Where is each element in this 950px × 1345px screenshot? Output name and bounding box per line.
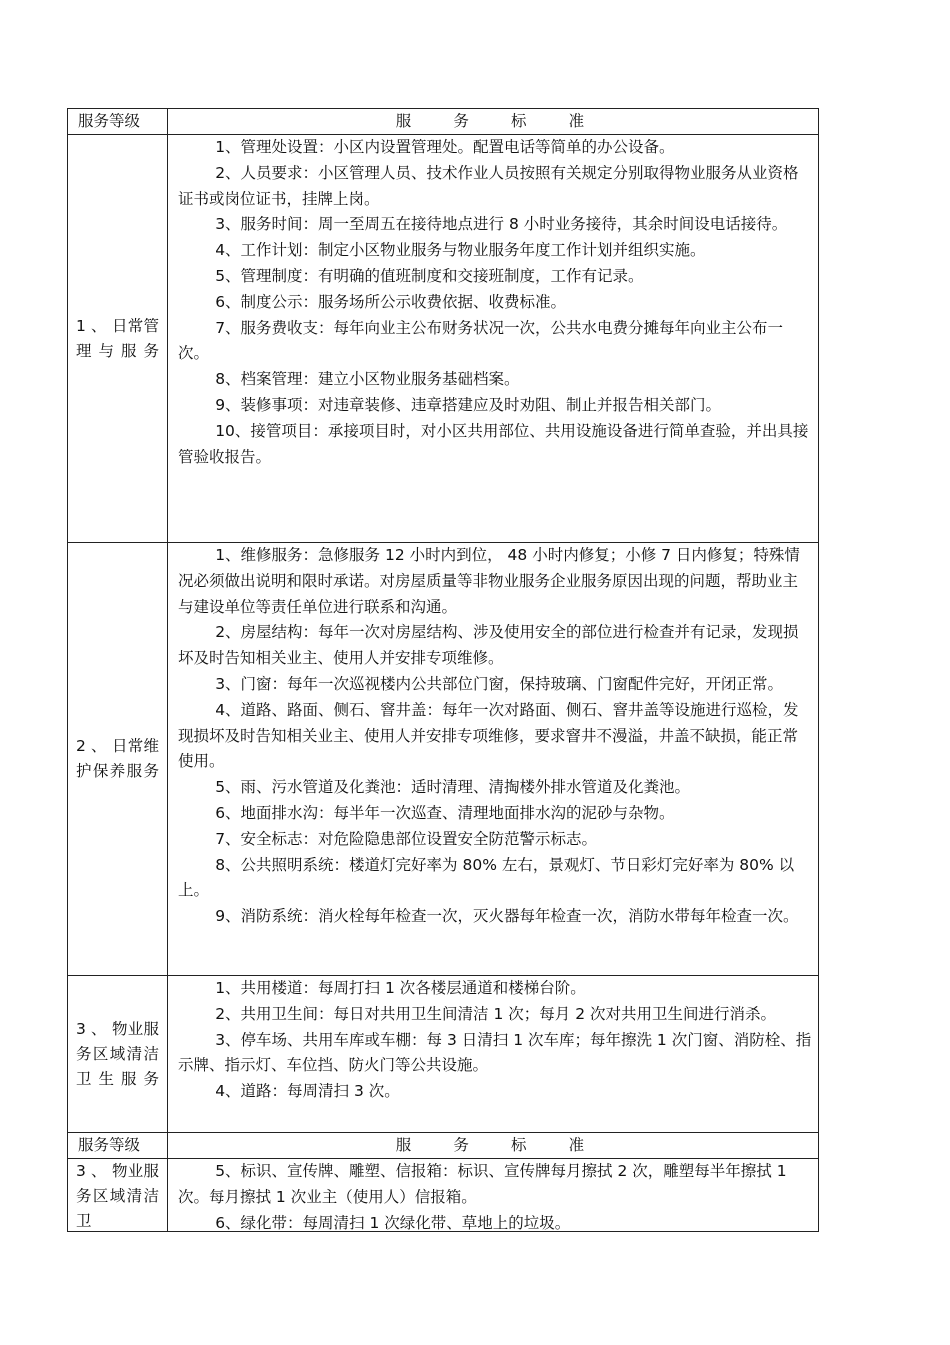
standard-item: 9、装修事项：对违章装修、违章搭建应及时劝阻、制止并报告相关部门。 [215, 395, 722, 414]
standard-item: 8、档案管理：建立小区物业服务基础档案。 [215, 370, 520, 389]
service-standard-table [67, 108, 819, 1232]
header-service-level: 服务等级 [68, 1133, 168, 1158]
standard-item: 1、维修服务：急修服务 12 小时内到位， 48 小时内修复；小修 7 日内修复；特殊情况必须做出说明和限时承诺。对房屋质量等非物业服务企业服务原因出现的问题，帮助业主与建设单位等责任单位进行联系和沟通。 [178, 546, 800, 616]
level-cell [68, 543, 168, 975]
standard-item: 1、管理处设置：小区内设置管理处。配置电话等简单的办公设备。 [215, 138, 675, 156]
level-cell [68, 135, 168, 542]
standard-item: 5、管理制度：有明确的值班制度和交接班制度，工作有记录。 [215, 266, 644, 285]
standard-item: 5、雨、污水管道及化粪池：适时清理、清掏楼外排水管道及化粪池。 [215, 778, 691, 797]
level-cell [68, 976, 168, 1132]
table-row-cleaning-continued [68, 1159, 819, 1232]
level-label: 2 、 日常维护保养服务 [76, 737, 159, 780]
level-label: 3 、 物业服务区域清洁卫 [76, 1162, 159, 1230]
header-service-standard: 服 务 标 准 [168, 109, 819, 134]
standard-cell [168, 543, 819, 975]
standard-item: 8、公共照明系统：楼道灯完好率为 80% 左右，景观灯、节日彩灯完好率为 80% 以上。 [178, 855, 795, 900]
level-label: 3 、 物业服务区域清洁卫生服务 [76, 1019, 159, 1088]
standard-item: 6、绿化带：每周清扫 1 次绿化带、草地上的垃圾。 [215, 1213, 571, 1231]
standard-item: 2、房屋结构：每年一次对房屋结构、涉及使用安全的部位进行检查并有记录，发现损坏及时告知相关业主、使用人并安排专项维修。 [178, 623, 799, 668]
standard-cell [168, 976, 819, 1132]
header-service-standard: 服 务 标 准 [168, 1133, 819, 1158]
standard-cell [168, 135, 819, 542]
standard-item: 2、人员要求：小区管理人员、技术作业人员按照有关规定分别取得物业服务从业资格证书或岗位证书，挂牌上岗。 [178, 163, 799, 208]
standard-item: 6、地面排水沟：每半年一次巡查、清理地面排水沟的泥砂与杂物。 [215, 803, 675, 822]
standard-item: 1、共用楼道：每周打扫 1 次各楼层通道和楼梯台阶。 [215, 979, 586, 997]
standard-item: 3、服务时间：周一至周五在接待地点进行 8 小时业务接待，其余时间设电话接待。 [215, 215, 788, 234]
standard-cell [168, 1159, 819, 1231]
standard-item: 9、消防系统：消火栓每年检查一次，灭火器每年检查一次，消防水带每年检查一次。 [215, 907, 799, 926]
standard-item: 5、标识、宣传牌、雕塑、信报箱：标识、宣传牌每月擦拭 2 次，雕塑每半年擦拭 1 次。每月擦拭 1 次业主（使用人）信报箱。 [178, 1162, 787, 1206]
standard-item: 10、接管项目：承接项目时，对小区共用部位、共用设施设备进行简单查验，并出具接管验收报告。 [178, 421, 809, 466]
table-header-row-repeat [68, 1133, 819, 1159]
standard-item: 4、道路：每周清扫 3 次。 [215, 1082, 400, 1101]
standard-item: 6、制度公示：服务场所公示收费依据、收费标准。 [215, 292, 567, 311]
level-label: 1 、 日常管理与服务 [76, 316, 159, 360]
standard-item: 7、安全标志：对危险隐患部位设置安全防范警示标志。 [215, 829, 598, 848]
table-row-daily-management [68, 135, 819, 543]
standard-item: 4、工作计划：制定小区物业服务与物业服务年度工作计划并组织实施。 [215, 241, 706, 260]
standard-item: 3、门窗：每年一次巡视楼内公共部位门窗，保持玻璃、门窗配件完好，开闭正常。 [215, 674, 784, 693]
table-row-daily-maintenance [68, 543, 819, 976]
header-service-level: 服务等级 [68, 109, 168, 134]
standard-item: 2、共用卫生间：每日对共用卫生间清洁 1 次；每月 2 次对共用卫生间进行消杀。 [215, 1004, 776, 1023]
standard-item: 7、服务费收支：每年向业主公布财务状况一次，公共水电费分摊每年向业主公布一次。 [178, 318, 784, 363]
standard-item: 3、停车场、共用车库或车棚：每 3 日清扫 1 次车库；每年擦洗 1 次门窗、消防栓、指示牌、指示灯、车位挡、防火门等公共设施。 [178, 1030, 812, 1075]
table-row-cleaning [68, 976, 819, 1133]
level-cell [68, 1159, 168, 1231]
standard-item: 4、道路、路面、侧石、窨井盖：每年一次对路面、侧石、窨井盖等设施进行巡检，发现损坏及时告知相关业主、使用人并安排专项维修，要求窨井不漫溢，井盖不缺损，能正常使用。 [178, 700, 799, 771]
table-header-row [68, 109, 819, 135]
